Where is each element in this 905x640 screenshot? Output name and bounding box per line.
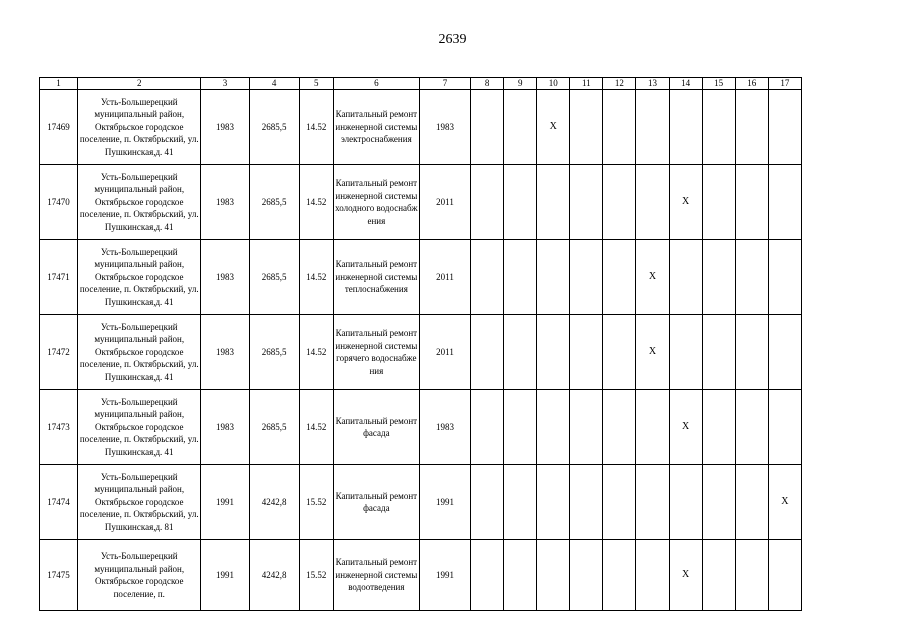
- cell-col-4: 2685,5: [249, 390, 299, 465]
- row-id-cell: 17474: [40, 465, 78, 540]
- mark-cell-col-9: [504, 390, 537, 465]
- table-row: [40, 390, 802, 465]
- column-header-9: 9: [504, 78, 537, 90]
- mark-cell-col-9: [504, 165, 537, 240]
- mark-cell-col-8: [471, 540, 504, 611]
- page-number: 2639: [438, 32, 467, 47]
- registry-table: [39, 77, 802, 611]
- cell-col-5: 14.52: [299, 165, 333, 240]
- cell-col-4: 2685,5: [249, 165, 299, 240]
- column-header-8: 8: [471, 78, 504, 90]
- mark-cell-col-15: [702, 465, 735, 540]
- mark-cell-col-11: [570, 390, 603, 465]
- mark-cell-col-9: [504, 465, 537, 540]
- mark-cell-col-11: [570, 540, 603, 611]
- mark-cell-col-11: [570, 90, 603, 165]
- cell-col-5: 14.52: [299, 390, 333, 465]
- mark-cell-col-8: [471, 315, 504, 390]
- mark-cell-col-17: [768, 240, 801, 315]
- address-cell: Усть-Большерецкий муниципальный район, Октябрьское городское поселение, п.: [78, 540, 201, 611]
- work-type-cell: Капитальный ремонт инженерной системы горячего водоснабжения: [333, 315, 419, 390]
- mark-cell-col-17: X: [768, 465, 801, 540]
- cell-col-4: 2685,5: [249, 240, 299, 315]
- mark-cell-col-13: [636, 465, 669, 540]
- cell-col-5: 15.52: [299, 465, 333, 540]
- mark-cell-col-14: [669, 465, 702, 540]
- cell-col-3: 1991: [201, 465, 249, 540]
- address-cell: Усть-Большерецкий муниципальный район, Октябрьское городское поселение, п. Октябрьский, ул. Пушкинская,д. 41: [78, 390, 201, 465]
- cell-col-4: 2685,5: [249, 90, 299, 165]
- work-type-cell: Капитальный ремонт инженерной системы холодного водоснабжения: [333, 165, 419, 240]
- mark-cell-col-16: [735, 165, 768, 240]
- mark-cell-col-14: X: [669, 540, 702, 611]
- mark-cell-col-15: [702, 240, 735, 315]
- cell-col-7: 2011: [419, 315, 470, 390]
- row-id-cell: 17469: [40, 90, 78, 165]
- mark-cell-col-9: [504, 90, 537, 165]
- mark-cell-col-16: [735, 315, 768, 390]
- work-type-cell: Капитальный ремонт инженерной системы электроснабжения: [333, 90, 419, 165]
- row-id-cell: 17470: [40, 165, 78, 240]
- table-row: [40, 90, 802, 165]
- mark-cell-col-13: X: [636, 240, 669, 315]
- cell-col-7: 2011: [419, 240, 470, 315]
- row-id-cell: 17473: [40, 390, 78, 465]
- mark-cell-col-16: [735, 465, 768, 540]
- column-header-4: 4: [249, 78, 299, 90]
- mark-cell-col-12: [603, 465, 636, 540]
- column-header-6: 6: [333, 78, 419, 90]
- mark-cell-col-8: [471, 465, 504, 540]
- work-type-cell: Капитальный ремонт фасада: [333, 390, 419, 465]
- mark-cell-col-12: [603, 165, 636, 240]
- mark-cell-col-14: X: [669, 390, 702, 465]
- mark-cell-col-11: [570, 165, 603, 240]
- column-header-14: 14: [669, 78, 702, 90]
- mark-cell-col-8: [471, 165, 504, 240]
- mark-cell-col-10: [537, 390, 570, 465]
- mark-cell-col-10: X: [537, 90, 570, 165]
- mark-cell-col-16: [735, 390, 768, 465]
- row-id-cell: 17472: [40, 315, 78, 390]
- mark-cell-col-12: [603, 540, 636, 611]
- cell-col-5: 15.52: [299, 540, 333, 611]
- mark-cell-col-17: [768, 315, 801, 390]
- mark-cell-col-13: [636, 390, 669, 465]
- mark-cell-col-9: [504, 315, 537, 390]
- mark-cell-col-10: [537, 540, 570, 611]
- table-row: [40, 315, 802, 390]
- cell-col-5: 14.52: [299, 240, 333, 315]
- cell-col-3: 1991: [201, 540, 249, 611]
- mark-cell-col-12: [603, 315, 636, 390]
- column-header-1: 1: [40, 78, 78, 90]
- address-cell: Усть-Большерецкий муниципальный район, Октябрьское городское поселение, п. Октябрьский, ул. Пушкинская,д. 41: [78, 240, 201, 315]
- column-header-7: 7: [419, 78, 470, 90]
- mark-cell-col-12: [603, 240, 636, 315]
- cell-col-7: 1983: [419, 390, 470, 465]
- address-cell: Усть-Большерецкий муниципальный район, Октябрьское городское поселение, п. Октябрьский, ул. Пушкинская,д. 81: [78, 465, 201, 540]
- mark-cell-col-13: [636, 540, 669, 611]
- column-header-11: 11: [570, 78, 603, 90]
- address-cell: Усть-Большерецкий муниципальный район, Октябрьское городское поселение, п. Октябрьский, ул. Пушкинская,д. 41: [78, 165, 201, 240]
- column-header-5: 5: [299, 78, 333, 90]
- cell-col-7: 1991: [419, 540, 470, 611]
- mark-cell-col-11: [570, 315, 603, 390]
- cell-col-7: 1983: [419, 90, 470, 165]
- mark-cell-col-12: [603, 390, 636, 465]
- header-row: [40, 78, 802, 90]
- work-type-cell: Капитальный ремонт инженерной системы теплоснабжения: [333, 240, 419, 315]
- mark-cell-col-17: [768, 540, 801, 611]
- mark-cell-col-15: [702, 165, 735, 240]
- cell-col-3: 1983: [201, 165, 249, 240]
- mark-cell-col-14: [669, 315, 702, 390]
- work-type-cell: Капитальный ремонт инженерной системы водоотведения: [333, 540, 419, 611]
- column-header-17: 17: [768, 78, 801, 90]
- mark-cell-col-16: [735, 540, 768, 611]
- mark-cell-col-9: [504, 240, 537, 315]
- mark-cell-col-8: [471, 90, 504, 165]
- mark-cell-col-14: X: [669, 165, 702, 240]
- cell-col-5: 14.52: [299, 90, 333, 165]
- table-row: [40, 465, 802, 540]
- cell-col-3: 1983: [201, 240, 249, 315]
- cell-col-4: 4242,8: [249, 465, 299, 540]
- address-cell: Усть-Большерецкий муниципальный район, Октябрьское городское поселение, п. Октябрьский, ул. Пушкинская,д. 41: [78, 315, 201, 390]
- cell-col-3: 1983: [201, 390, 249, 465]
- work-type-cell: Капитальный ремонт фасада: [333, 465, 419, 540]
- mark-cell-col-15: [702, 90, 735, 165]
- mark-cell-col-11: [570, 465, 603, 540]
- mark-cell-col-16: [735, 90, 768, 165]
- mark-cell-col-10: [537, 240, 570, 315]
- mark-cell-col-15: [702, 390, 735, 465]
- mark-cell-col-9: [504, 540, 537, 611]
- table-body: [40, 90, 802, 611]
- mark-cell-col-13: [636, 90, 669, 165]
- row-id-cell: 17475: [40, 540, 78, 611]
- mark-cell-col-8: [471, 240, 504, 315]
- address-cell: Усть-Большерецкий муниципальный район, Октябрьское городское поселение, п. Октябрьский, ул. Пушкинская,д. 41: [78, 90, 201, 165]
- cell-col-7: 2011: [419, 165, 470, 240]
- mark-cell-col-11: [570, 240, 603, 315]
- mark-cell-col-10: [537, 165, 570, 240]
- column-header-16: 16: [735, 78, 768, 90]
- cell-col-3: 1983: [201, 90, 249, 165]
- cell-col-5: 14.52: [299, 315, 333, 390]
- mark-cell-col-14: [669, 240, 702, 315]
- mark-cell-col-14: [669, 90, 702, 165]
- column-header-12: 12: [603, 78, 636, 90]
- mark-cell-col-10: [537, 315, 570, 390]
- mark-cell-col-16: [735, 240, 768, 315]
- column-header-15: 15: [702, 78, 735, 90]
- mark-cell-col-13: X: [636, 315, 669, 390]
- mark-cell-col-17: [768, 90, 801, 165]
- mark-cell-col-15: [702, 315, 735, 390]
- row-id-cell: 17471: [40, 240, 78, 315]
- mark-cell-col-13: [636, 165, 669, 240]
- mark-cell-col-10: [537, 465, 570, 540]
- mark-cell-col-17: [768, 165, 801, 240]
- cell-col-4: 4242,8: [249, 540, 299, 611]
- cell-col-4: 2685,5: [249, 315, 299, 390]
- column-header-10: 10: [537, 78, 570, 90]
- table-row: [40, 240, 802, 315]
- cell-col-3: 1983: [201, 315, 249, 390]
- mark-cell-col-12: [603, 90, 636, 165]
- table-row: [40, 165, 802, 240]
- column-header-3: 3: [201, 78, 249, 90]
- mark-cell-col-15: [702, 540, 735, 611]
- mark-cell-col-17: [768, 390, 801, 465]
- table-row: [40, 540, 802, 611]
- mark-cell-col-8: [471, 390, 504, 465]
- column-header-2: 2: [78, 78, 201, 90]
- cell-col-7: 1991: [419, 465, 470, 540]
- column-header-13: 13: [636, 78, 669, 90]
